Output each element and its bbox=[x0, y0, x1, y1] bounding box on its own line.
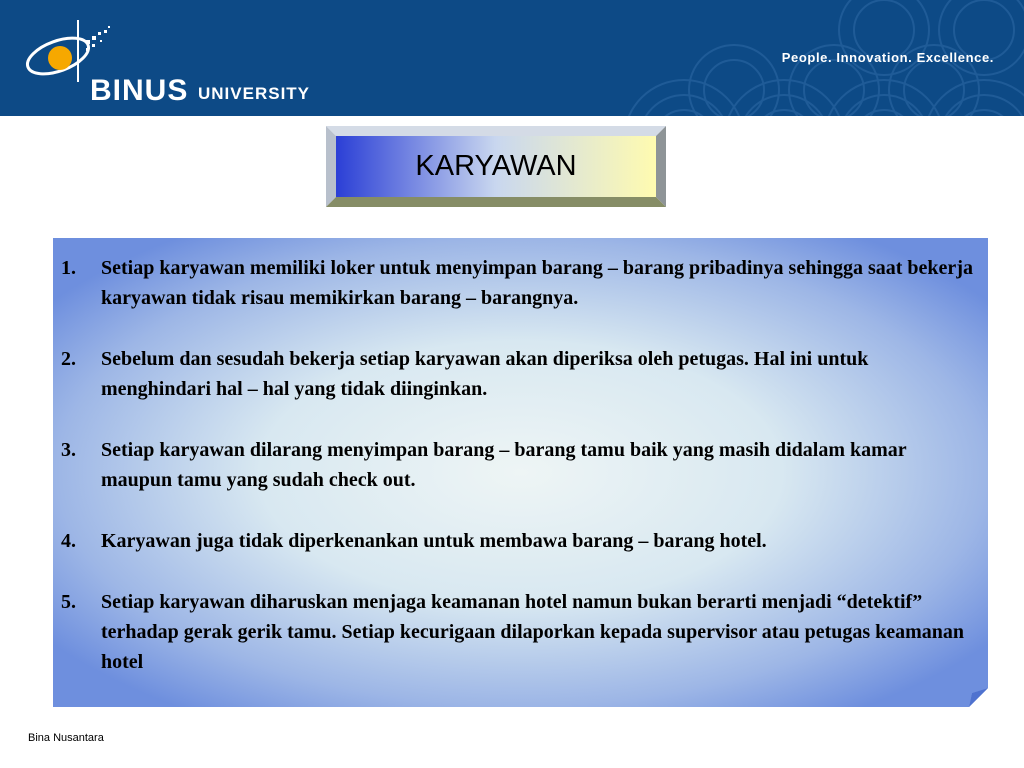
list-item bbox=[61, 526, 981, 556]
item-text: Setiap karyawan memiliki loker untuk menyimpan barang – barang pribadinya sehingga saat bekerja karyawan tidak risau memikirkan barang – barangnya. bbox=[101, 257, 973, 309]
logo-sub-text: UNIVERSITY bbox=[198, 84, 311, 103]
item-number: 3. bbox=[61, 439, 76, 461]
list-item bbox=[61, 253, 981, 313]
rules-list bbox=[61, 253, 981, 677]
list-item bbox=[61, 435, 981, 495]
page-title: KARYAWAN bbox=[415, 150, 577, 182]
title-box bbox=[326, 126, 666, 207]
item-text: Setiap karyawan dilarang menyimpan barang – barang tamu baik yang masih didalam kamar maupun tamu yang sudah check out. bbox=[101, 439, 907, 491]
item-text: Sebelum dan sesudah bekerja setiap karyawan akan diperiksa oleh petugas. Hal ini untuk menghindari hal – hal yang tidak diinginkan. bbox=[101, 348, 869, 400]
content-card bbox=[53, 238, 988, 707]
item-number: 5. bbox=[61, 591, 76, 613]
header-banner bbox=[0, 0, 1024, 116]
footer-text: Bina Nusantara bbox=[28, 732, 104, 744]
tagline: People. Innovation. Excellence. bbox=[781, 50, 994, 65]
list-item bbox=[61, 344, 981, 404]
list-item bbox=[61, 587, 981, 677]
item-text: Setiap karyawan diharuskan menjaga keamanan hotel namun bukan berarti menjadi “detektif” terhadap gerak gerik tamu. Setiap kecurigaan dilaporkan kepada supervisor atau petugas keamanan hotel bbox=[101, 591, 965, 673]
item-number: 1. bbox=[61, 257, 76, 279]
item-number: 4. bbox=[61, 530, 76, 552]
logo-brand-text: BINUS bbox=[90, 74, 189, 107]
item-text: Karyawan juga tidak diperkenankan untuk membawa barang – barang hotel. bbox=[101, 530, 767, 552]
binus-logo bbox=[20, 18, 311, 107]
item-number: 2. bbox=[61, 348, 76, 370]
